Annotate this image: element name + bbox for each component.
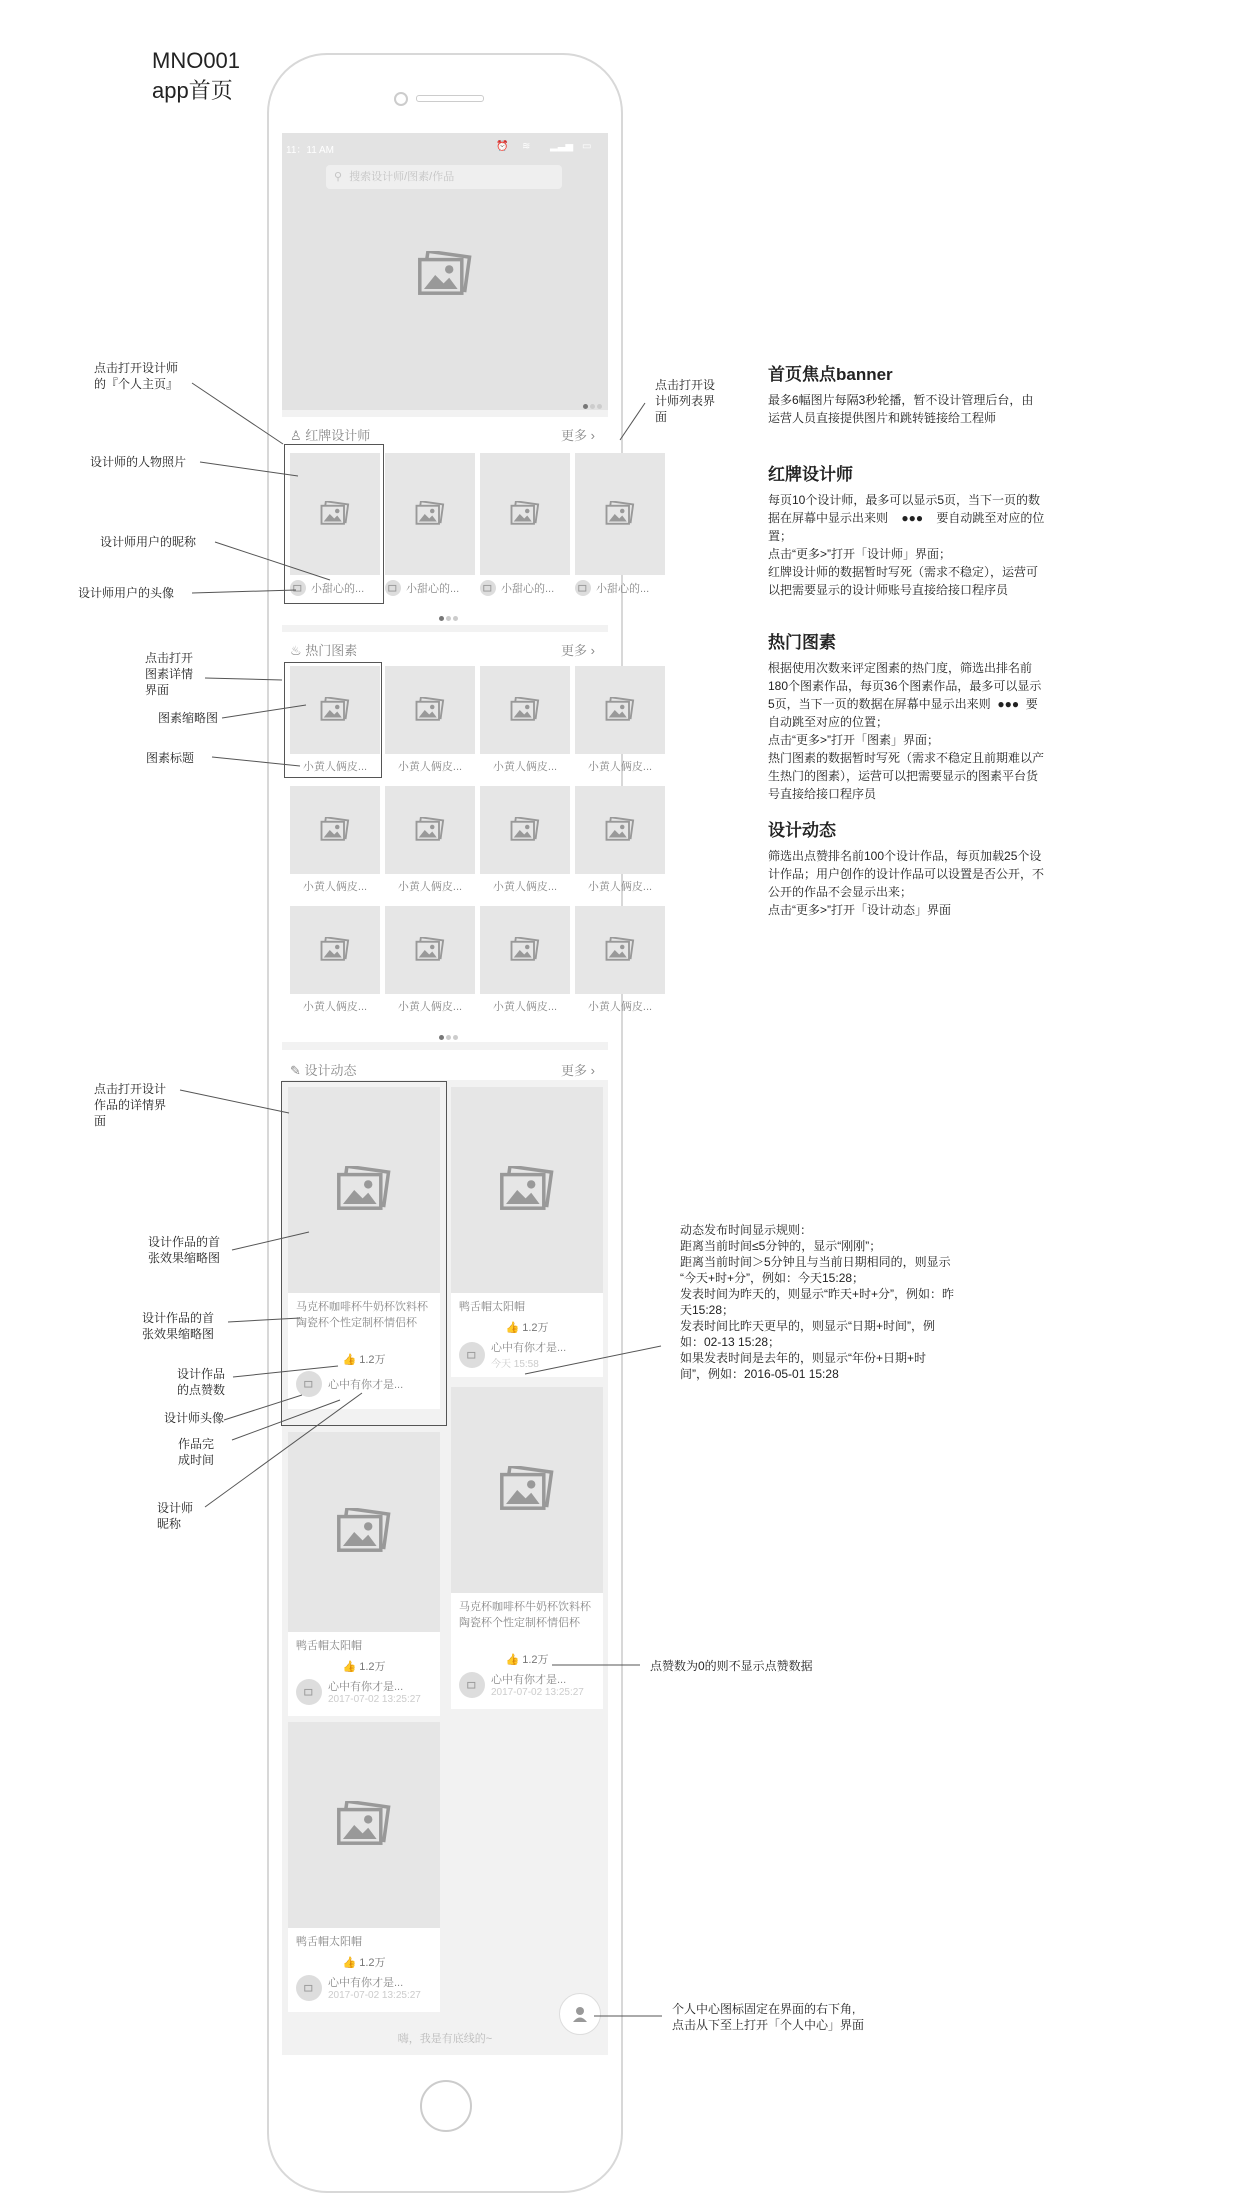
element-title: 小黄人俩皮... — [492, 1001, 558, 1013]
alarm-icon: ⏰ — [496, 141, 509, 152]
like-count: 1.2万 — [522, 1654, 549, 1666]
feed-title: 设计动态 — [304, 1063, 357, 1078]
note-designer-nick-2: 设计师 昵称 — [157, 1501, 194, 1531]
work-time: 2017-07-02 13:25:27 — [328, 1990, 421, 2001]
elements-more-link[interactable]: 更多 › — [561, 643, 595, 658]
award-icon: ♙ — [290, 428, 302, 443]
note-banner-body: 最多6幅图片每隔3秒轮播，暂不设计管理后台，由 运营人员直接提供图片和跳转链接给工程师 — [768, 393, 1034, 425]
designer-nick: 心中有你才是... — [328, 1681, 404, 1693]
designer-nick: 小甜心的... — [311, 583, 365, 595]
search-placeholder: 搜索设计师/图素/作品 — [349, 171, 455, 183]
note-designers — [768, 460, 1088, 599]
note-open-work-detail: 点击打开设计 作品的详情界 面 — [94, 1082, 167, 1128]
note-open-designer-home: 点击打开设计师 的『个人主页』 — [94, 361, 179, 391]
thumb-up-icon: 👍 — [342, 1354, 357, 1366]
note-work-likes: 设计作品 的点赞数 — [177, 1367, 226, 1397]
pencil-icon: ✎ — [290, 1063, 301, 1078]
thumb-up-icon: 👍 — [505, 1654, 520, 1666]
note-elements — [768, 628, 1088, 803]
designer-nick: 心中有你才是... — [328, 1977, 404, 1989]
designer-nick: 心中有你才是... — [491, 1342, 567, 1354]
status-time: 11：11 AM — [286, 145, 334, 156]
note-element-title: 图素标题 — [146, 751, 195, 765]
thumb-up-icon: 👍 — [342, 1957, 357, 1969]
element-title: 小黄人俩皮... — [397, 761, 463, 773]
note-designer-avatar-2: 设计师头像 — [164, 1411, 225, 1425]
note-banner-title: 首页焦点banner — [768, 365, 893, 384]
work-time: 2017-07-02 13:25:27 — [491, 1687, 584, 1698]
note-designer-nick: 设计师用户的昵称 — [100, 535, 197, 549]
work-title: 鸭舌帽太阳帽 — [459, 1301, 525, 1313]
element-title: 小黄人俩皮... — [397, 1001, 463, 1013]
note-element-thumb: 图素缩略图 — [158, 711, 219, 725]
note-feed — [768, 816, 1088, 919]
work-title: 马克杯咖啡杯牛奶杯饮料杯陶瓷杯个性定制杯情侣杯 — [459, 1601, 591, 1629]
element-title: 小黄人俩皮... — [587, 881, 653, 893]
designer-nick: 心中有你才是... — [491, 1674, 567, 1686]
note-user-center: 个人中心图标固定在界面的右下角, 点击从下至上打开「个人中心」界面 — [672, 2002, 865, 2032]
feed-more-link[interactable]: 更多 › — [561, 1063, 595, 1078]
note-open-element-detail: 点击打开 图素详情 界面 — [145, 651, 194, 697]
note-feed-body: 筛选出点赞排名前100个设计作品，每页加载25个设 计作品；用户创作的设计作品可以设置是否公开，不 公开的作品不会显示出来； 点击“更多>”打开「设计动态」界面 — [768, 849, 1045, 917]
designers-title: 红牌设计师 — [305, 428, 371, 443]
designers-more-link[interactable]: 更多 › — [561, 428, 595, 443]
like-count: 1.2万 — [359, 1957, 386, 1969]
element-title: 小黄人俩皮... — [302, 761, 368, 773]
work-title: 鸭舌帽太阳帽 — [296, 1640, 362, 1652]
note-work-time: 作品完 成时间 — [178, 1437, 215, 1467]
designer-nick: 小甜心的... — [596, 583, 650, 595]
note-banner — [768, 360, 1088, 427]
designer-nick: 心中有你才是... — [328, 1379, 404, 1391]
note-zero-likes: 点赞数为0的则不显示点赞数据 — [650, 1659, 813, 1673]
element-title: 小黄人俩皮... — [492, 761, 558, 773]
like-count: 1.2万 — [522, 1322, 549, 1334]
feed-end-text: 嗨，我是有底线的~ — [397, 2033, 493, 2045]
feed-more-label: 更多 — [561, 1063, 588, 1078]
element-title: 小黄人俩皮... — [302, 881, 368, 893]
elements-title: 热门图素 — [305, 643, 358, 658]
work-time: 2017-07-02 13:25:27 — [328, 1694, 421, 1705]
fire-icon: ♨ — [290, 643, 302, 658]
note-work-thumb: 设计作品的首 张效果缩略图 — [148, 1235, 221, 1265]
note-open-designer-list: 点击打开设 计师列表界 面 — [655, 378, 716, 424]
work-title: 马克杯咖啡杯牛奶杯饮料杯陶瓷杯个性定制杯情侣杯 — [296, 1301, 428, 1329]
page-code: MNO001 — [152, 48, 241, 73]
element-title: 小黄人俩皮... — [397, 881, 463, 893]
designer-nick: 小甜心的... — [501, 583, 555, 595]
like-count: 1.2万 — [359, 1661, 386, 1673]
element-title: 小黄人俩皮... — [587, 761, 653, 773]
note-designers-body: 每页10个设计师，最多可以显示5页，当下一页的数 据在屏幕中显示出来则 ●●● 要自动跳至对应的位 置； 点击“更多>”打开「设计师」界面； 红牌设计师的数据暂时写死（需求不稳定），运营可 以把需要显示的设计师账号直接给接口程序员 — [768, 493, 1045, 597]
element-title: 小黄人俩皮... — [587, 1001, 653, 1013]
note-feed-title: 设计动态 — [768, 821, 836, 840]
designer-nick: 小甜心的... — [406, 583, 460, 595]
battery-icon: ▭ — [582, 141, 592, 152]
signal-icon: ▂▃▅ — [550, 141, 574, 152]
note-time-rules: 动态发布时间显示规则： 距离当前时间≤5分钟的，显示“刚刚”； 距离当前时间＞5分钟且与当前日期相同的，则显示 “今天+时+分”，例如：今天15:28； 发表时间为昨天的，则显示“昨天+时+分”，例如：昨 天15:28； 发表时间比昨天更早的，则显示“日期+时间”，例 如：02-13 15:28； 如果发表时间是去年的，则显示“年份+日期+时 间”，例如：2016-05-01 15:28 — [680, 1223, 955, 1381]
note-designers-title: 红牌设计师 — [768, 465, 853, 484]
work-time: 今天 15:58 — [491, 1359, 539, 1370]
element-title: 小黄人俩皮... — [492, 881, 558, 893]
thumb-up-icon: 👍 — [342, 1661, 357, 1673]
note-work-title: 设计作品的首 张效果缩略图 — [142, 1311, 215, 1341]
element-title: 小黄人俩皮... — [302, 1001, 368, 1013]
note-elements-title: 热门图素 — [768, 633, 836, 652]
work-title: 鸭舌帽太阳帽 — [296, 1936, 362, 1948]
note-designer-avatar: 设计师用户的头像 — [78, 586, 175, 600]
elements-more-label: 更多 — [561, 643, 588, 658]
wifi-icon: ≋ — [522, 141, 531, 152]
like-count: 1.2万 — [359, 1354, 386, 1366]
note-designer-photo: 设计师的人物照片 — [90, 455, 187, 469]
note-elements-body: 根据使用次数来评定图素的热门度，筛选出排名前 180个图素作品，每页36个图素作品，最多可以显示 5页，当下一页的数据在屏幕中显示出来则 ●●● 要 自动跳至对应的位置； 点击“更多>”打开「图素」界面； 热门图素的数据暂时写死（需求不稳定且前期难以产 生热门的图素），运营可以把需要显示的图素平台货 号直接给接口程序员 — [768, 661, 1045, 801]
thumb-up-icon: 👍 — [505, 1322, 520, 1334]
designers-more-label: 更多 — [561, 428, 588, 443]
page-name: app首页 — [152, 78, 233, 103]
search-icon: ⚲ — [334, 171, 343, 183]
